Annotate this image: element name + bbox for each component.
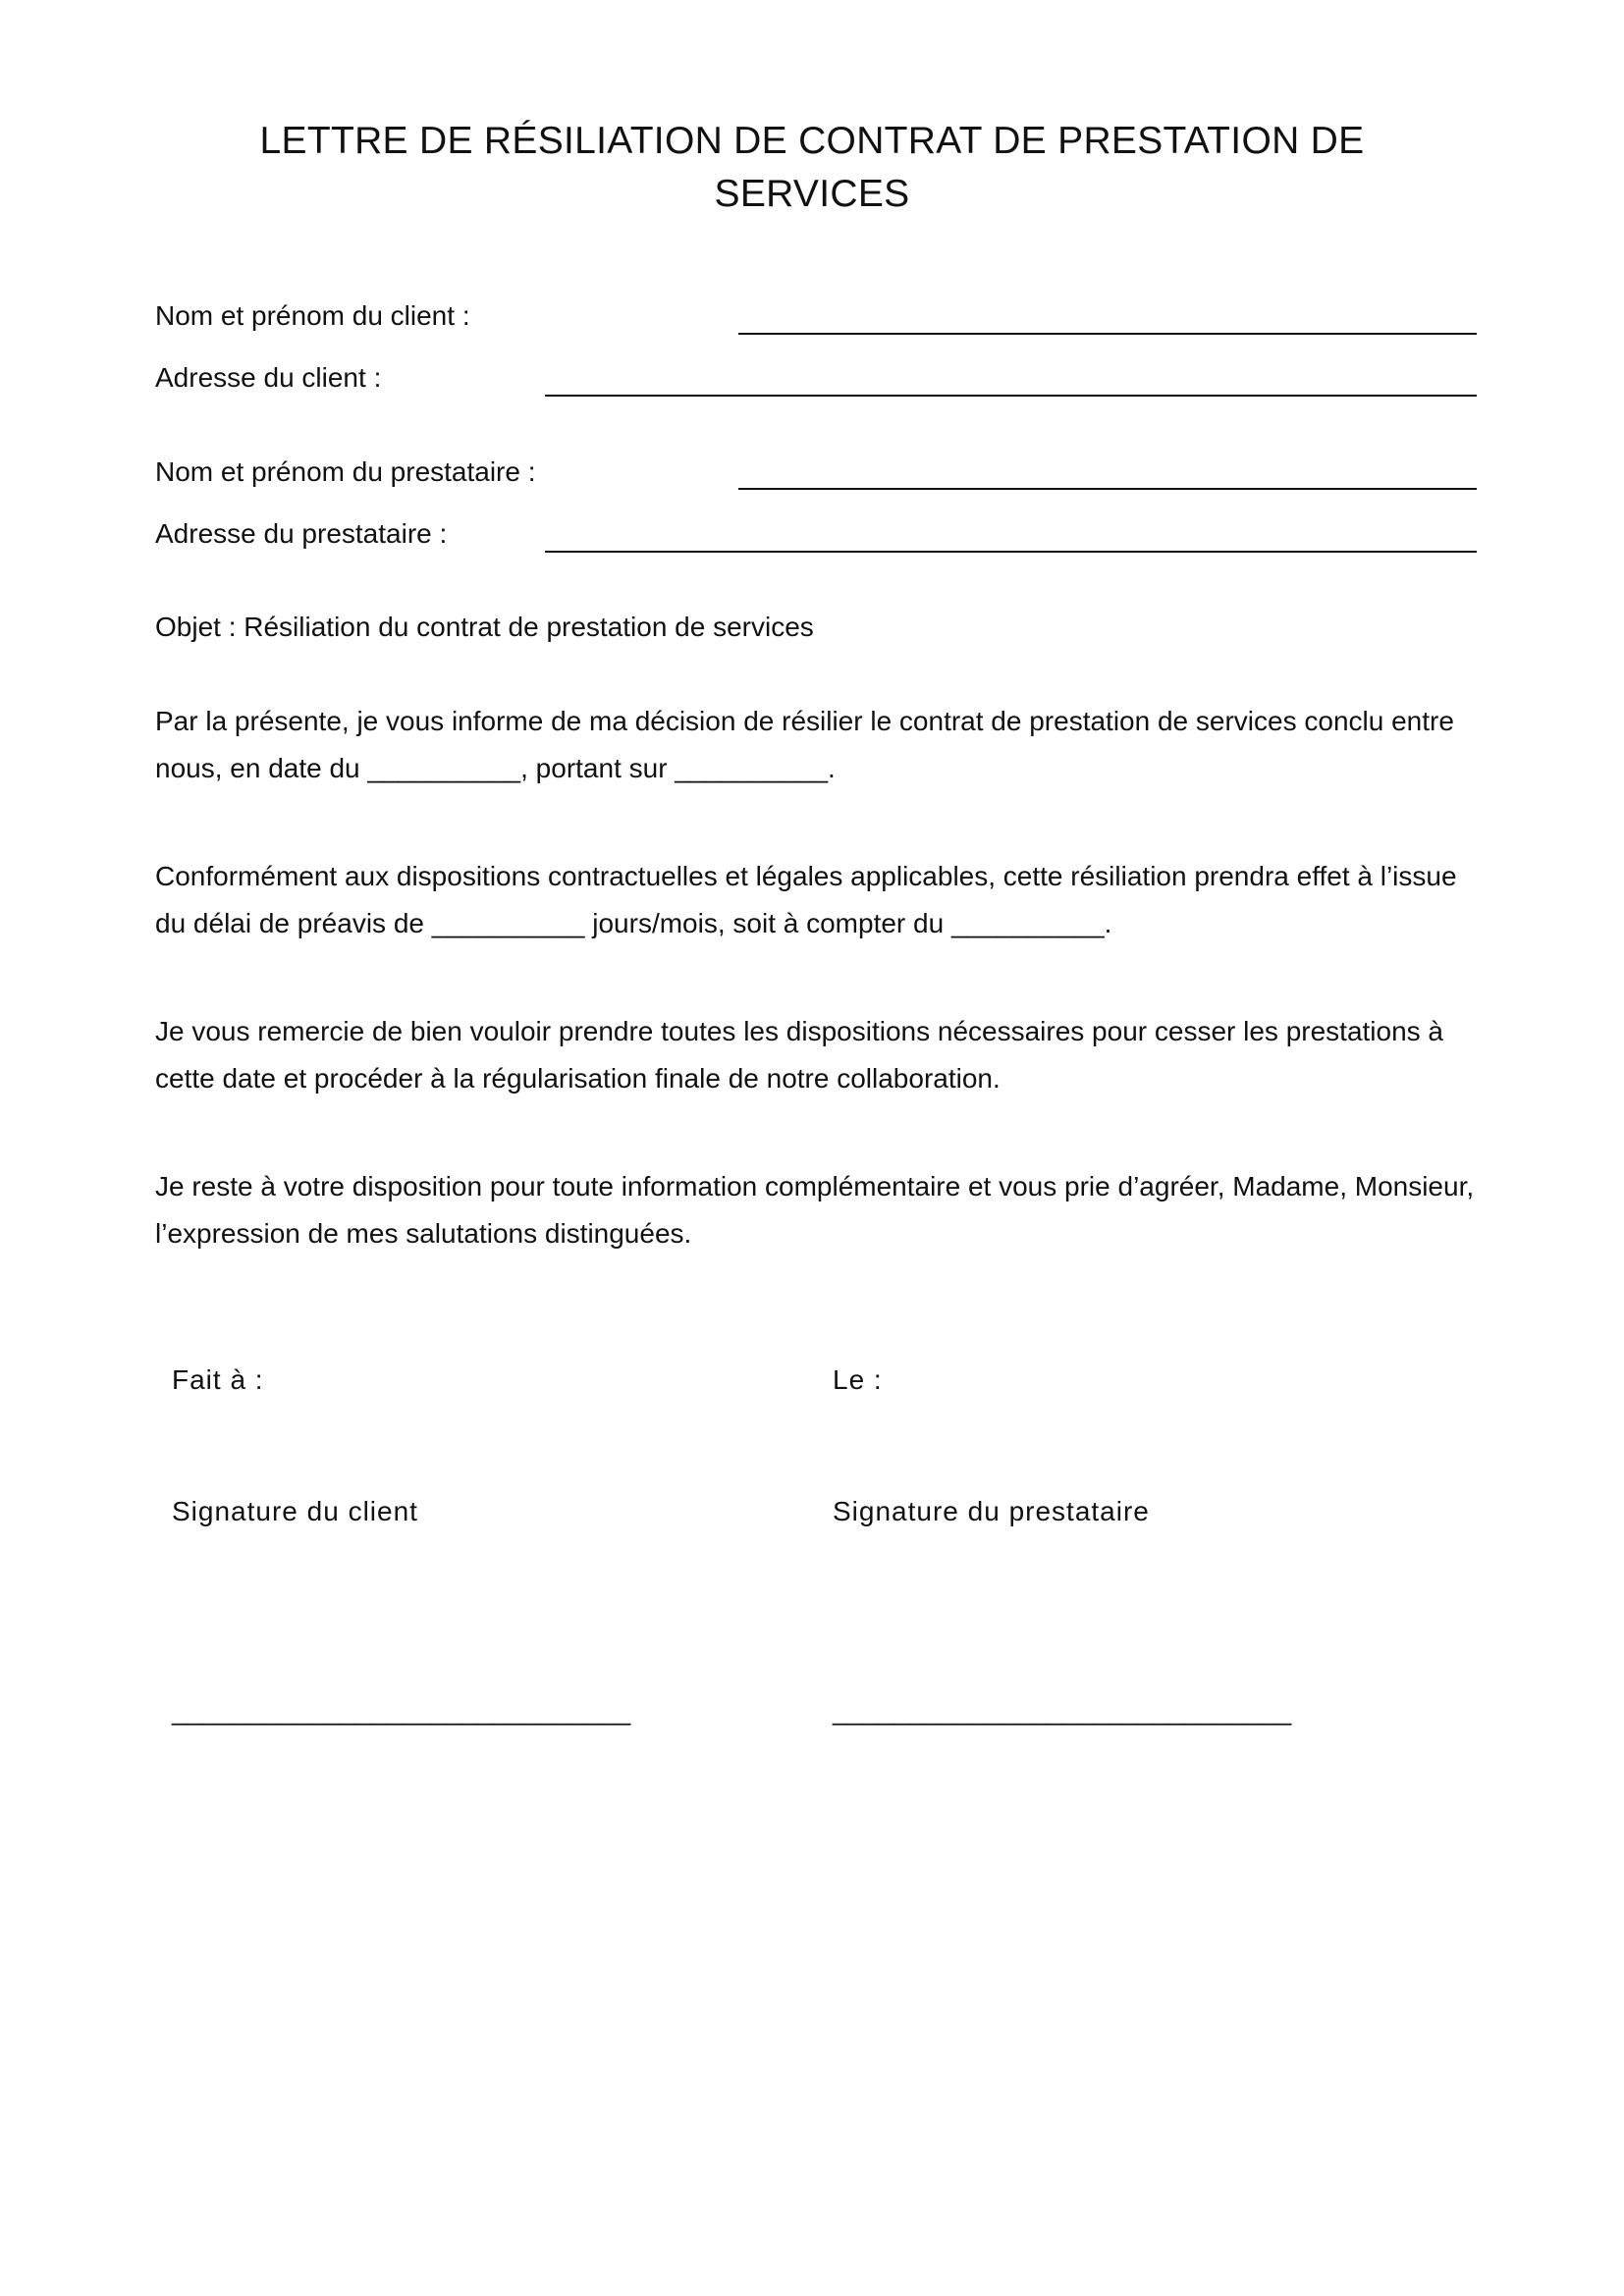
paragraph-1 [155,698,1490,792]
provider-signature-label: Signature du prestataire [833,1496,1150,1526]
client-name-field-line[interactable] [738,333,1477,335]
provider-signature-line[interactable]: ______________________________ [833,1695,1292,1726]
title-line-2: SERVICES [714,173,910,215]
paragraph-3-line-2: cette date et procéder à la régularisation finale de notre collaboration. [155,1063,1001,1094]
client-name-label: Nom et prénom du client : [155,300,470,331]
paragraph-3-line-1: Je vous remercie de bien vouloir prendre toutes les dispositions nécessaires pour cesser les prestations à [155,1016,1444,1046]
paragraph-1-line-2: nous, en date du __________, portant sur __________. [155,753,836,783]
client-signature-line[interactable]: ______________________________ [172,1695,631,1726]
client-address-label: Adresse du client : [155,362,382,393]
client-address-field-line[interactable] [545,395,1477,397]
document-title [0,115,1624,221]
paragraph-2 [155,853,1490,947]
paragraph-4-line-2: l’expression de mes salutations distinguées. [155,1218,692,1249]
paragraph-3 [155,1008,1490,1102]
provider-address-label: Adresse du prestataire : [155,518,448,549]
paragraph-1-line-1: Par la présente, je vous informe de ma décision de résilier le contrat de prestation de services conclu entre [155,706,1454,736]
place-label: Fait à : [172,1364,264,1395]
client-signature-label: Signature du client [172,1496,418,1526]
provider-name-field-line[interactable] [738,488,1477,490]
title-line-1: LETTRE DE RÉSILIATION DE CONTRAT DE PRESTATION DE [259,120,1365,162]
paragraph-2-line-2: du délai de préavis de __________ jours/mois, soit à compter du __________. [155,908,1112,938]
provider-address-field-line[interactable] [545,551,1477,553]
provider-name-label: Nom et prénom du prestataire : [155,456,536,487]
paragraph-4 [155,1163,1490,1257]
date-label: Le : [833,1364,883,1395]
object-line: Objet : Résiliation du contrat de prestation de services [155,612,814,642]
paragraph-4-line-1: Je reste à votre disposition pour toute information complémentaire et vous prie d’agréer, Madame, Monsieur, [155,1171,1475,1201]
paragraph-2-line-1: Conformément aux dispositions contractuelles et légales applicables, cette résiliation prendra effet à l’issue [155,861,1457,891]
